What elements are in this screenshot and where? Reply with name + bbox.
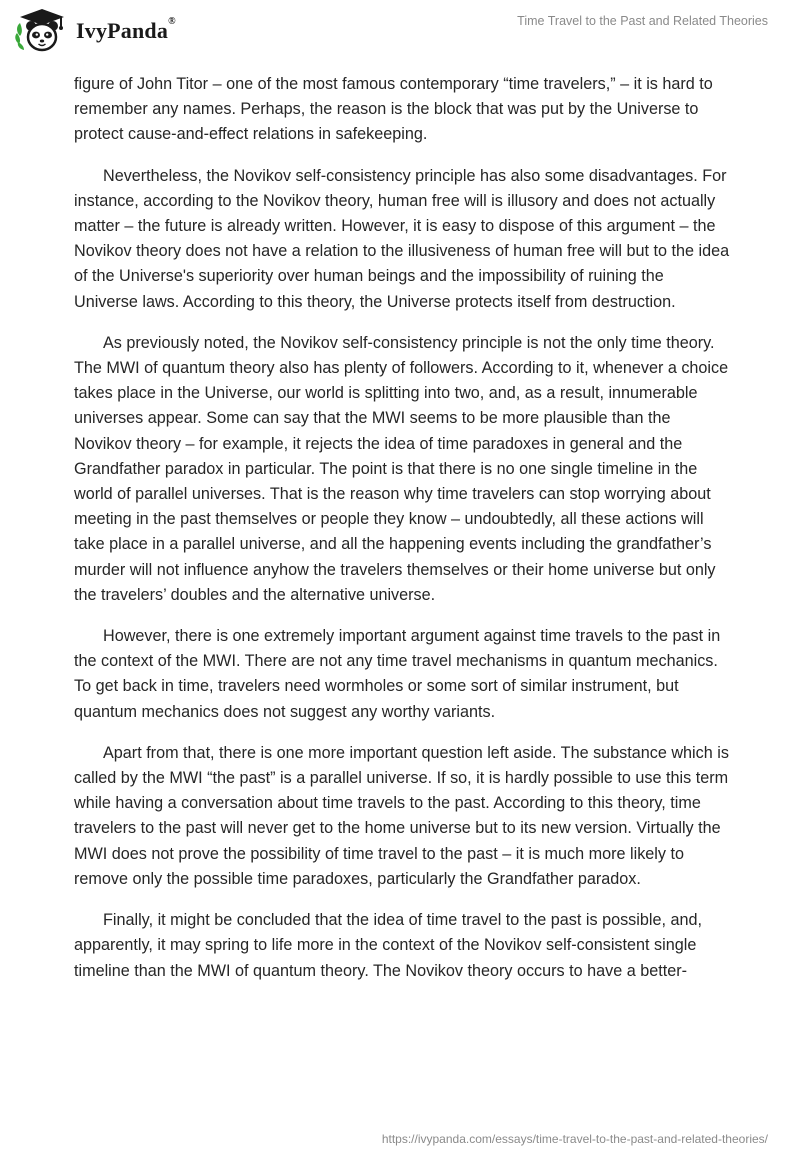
paragraph: Nevertheless, the Novikov self-consistency principle has also some disadvantages. For instance, according to the Novikov theory, human free will is illusory and does not actually matter – the future is already written. However, it is easy to dispose of this argument – the Novikov theory does not have a relation to the illusiveness of human free will but to the idea of the Universe's superiority over human beings and the impossibility of ruining the Universe laws. According to this theory, the Universe protects itself from destruction. [74,166,730,311]
brand-name: IvyPanda® [76,16,176,43]
essay-body [74,72,730,1000]
panda-graduation-cap-icon [14,6,70,56]
document-title: Time Travel to the Past and Related Theories [517,14,768,28]
ivypanda-logo[interactable] [14,6,176,56]
source-url[interactable]: https://ivypanda.com/essays/time-travel-to-the-past-and-related-theories/ [381,1132,768,1146]
registered-mark: ® [168,16,176,27]
paragraph: However, there is one extremely important argument against time travels to the past in the context of the MWI. There are not any time travel mechanisms in quantum mechanics. To get back in time, travelers need wormholes or some sort of similar instrument, but quantum mechanics does not suggest any worthy variants. [74,627,721,721]
paragraph: Apart from that, there is one more important question left aside. The substance which is called by the MWI “the past” is a parallel universe. If so, it is hardly possible to use this term while having a conversation about time travels to the past. According to this theory, time travelers to the past will never get to the home universe but to its new version. Virtually the MWI does not prove the possibility of time travel to the past – it is much more likely to remove only the possible time paradoxes, particularly the Grandfather paradox. [74,743,729,888]
page-header [0,0,800,60]
paragraph: Finally, it might be concluded that the idea of time travel to the past is possible, and, apparently, it may spring to life more in the context of the Novikov self-consistent single timeline than the MWI of quantum theory. The Novikov theory occurs to have a better- [74,911,702,980]
paragraph: As previously noted, the Novikov self-consistency principle is not the only time theory. The MWI of quantum theory also has plenty of followers. According to it, whenever a choice takes place in the Universe, our world is splitting into two, and, as a result, innumerable universes appear. Some can say that the MWI seems to be more plausible than the Novikov theory – for example, it rejects the idea of time paradoxes in general and the Grandfather paradox in particular. The point is that there is no one single timeline in the world of parallel universes. That is the reason why time travelers can stop worrying about meeting in the past themselves or people they know – undoubtedly, all these actions will take place in a parallel universe, and all the happening events including the grandfather’s murder will not influence anyhow the travelers themselves or their home universe but only the travelers’ doubles and the alternative universe. [74,333,729,604]
paragraph: figure of John Titor – one of the most famous contemporary “time travelers,” – it is hard to remember any names. Perhaps, the reason is the block that was put by the Universe to protect cause-and-effect relations in safekeeping. [74,75,713,144]
